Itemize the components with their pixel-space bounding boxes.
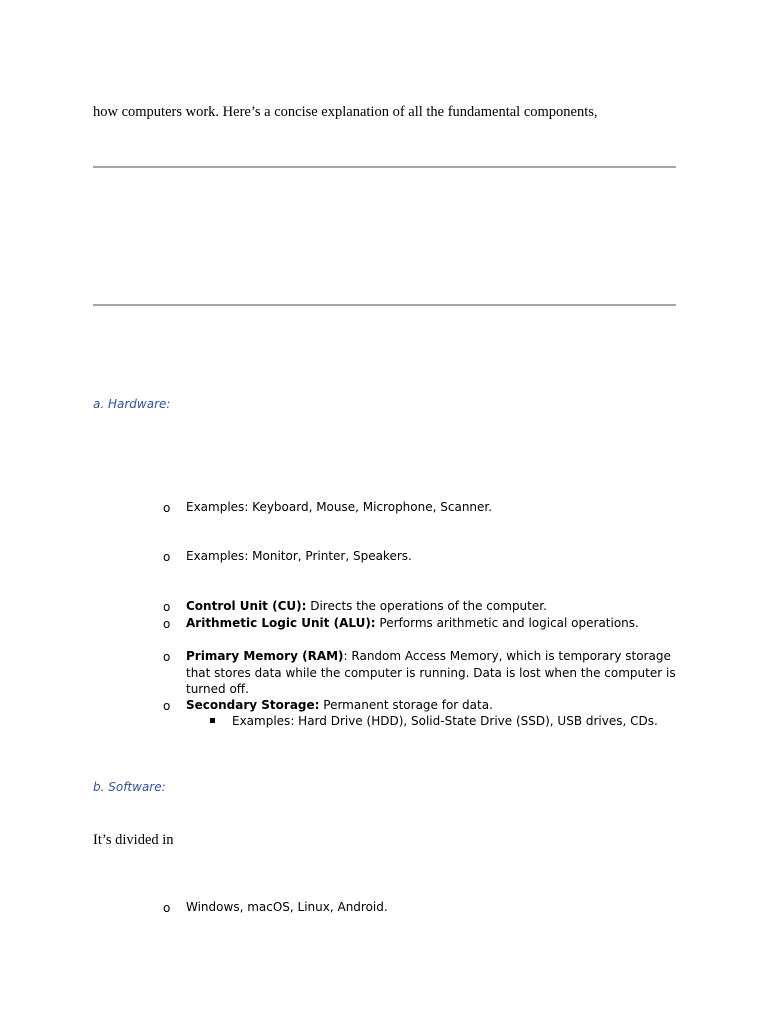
list-item-alu	[186, 615, 676, 632]
desc-ram: : Random Access Memory, which is temporary storage that stores data while the computer is running. Data is lost when the computer is turned off.	[186, 649, 676, 696]
term-ram: Primary Memory (RAM)	[186, 649, 344, 663]
bullet-marker: o	[163, 901, 171, 915]
storage-examples: Examples: Hard Drive (HDD), Solid-State Drive (SSD), USB drives, CDs.	[232, 714, 658, 728]
software-intro-text: It’s divided in	[93, 832, 174, 848]
desc-control-unit: Directs the operations of the computer.	[306, 599, 547, 613]
bullet-marker: o	[163, 650, 171, 664]
bullet-marker: o	[163, 699, 171, 713]
bullet-marker: o	[163, 617, 171, 631]
bullet-marker: o	[163, 550, 171, 564]
term-control-unit: Control Unit (CU):	[186, 599, 307, 613]
hardware-heading: a. Hardware:	[93, 397, 171, 411]
term-secondary-storage: Secondary Storage:	[186, 698, 320, 712]
list-item-control-unit	[186, 598, 676, 615]
list-item-secondary-storage	[186, 697, 676, 714]
output-examples: Examples: Monitor, Printer, Speakers.	[186, 549, 412, 563]
horizontal-rule-1	[93, 166, 676, 168]
term-alu: Arithmetic Logic Unit (ALU):	[186, 616, 376, 630]
desc-alu: Performs arithmetic and logical operations.	[375, 616, 639, 630]
os-examples: Windows, macOS, Linux, Android.	[186, 900, 388, 914]
intro-paragraph: how computers work. Here’s a concise explanation of all the fundamental components,	[93, 104, 598, 120]
software-heading: b. Software:	[93, 780, 166, 794]
list-item-ram	[186, 648, 676, 698]
bullet-marker: o	[163, 600, 171, 614]
bullet-marker: o	[163, 501, 171, 515]
horizontal-rule-2	[93, 304, 676, 306]
square-bullet-icon	[210, 718, 215, 723]
input-examples: Examples: Keyboard, Mouse, Microphone, Scanner.	[186, 500, 493, 514]
desc-secondary-storage: Permanent storage for data.	[319, 698, 493, 712]
